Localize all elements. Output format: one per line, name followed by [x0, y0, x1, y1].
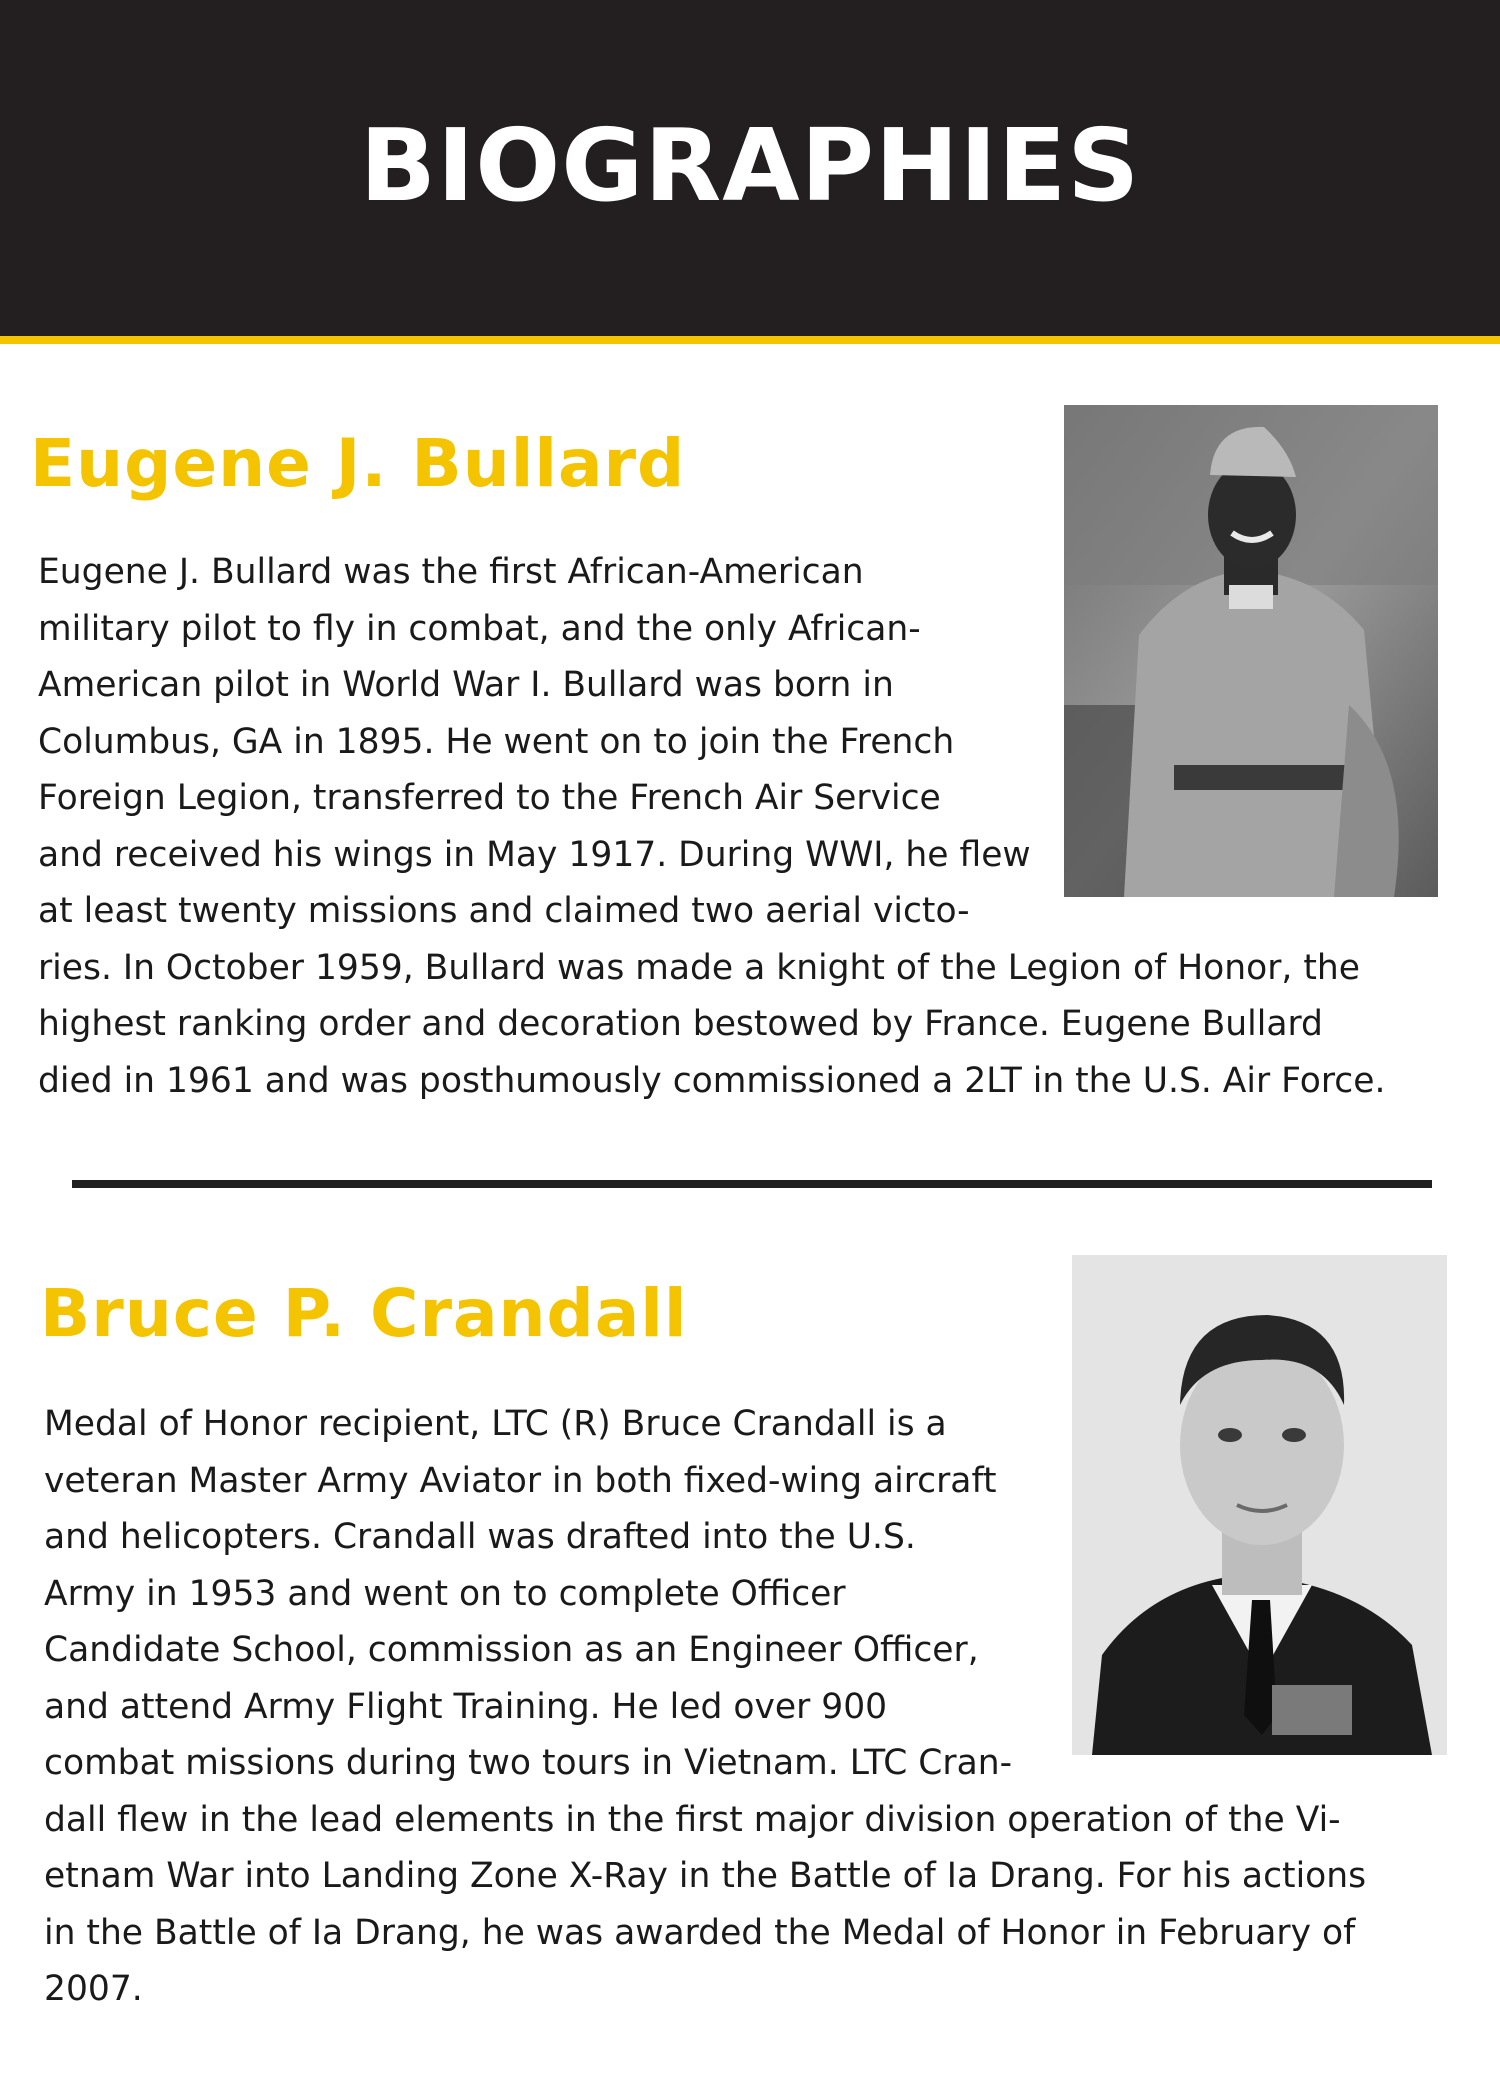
bio-line: and attend Army Flight Training. He led over 900 [44, 1686, 888, 1727]
bio-line: and received his wings in May 1917. During WWI, he flew [38, 834, 1031, 875]
bio-line: died in 1961 and was posthumously commissioned a 2LT in the U.S. Air Force. [38, 1060, 1386, 1101]
bio-line: American pilot in World War I. Bullard was born in [38, 665, 894, 705]
bio-line: veteran Master Army Aviator in both fixed-wing aircraft [44, 1460, 997, 1501]
bio-line: 2007. [44, 1969, 143, 2009]
bio-line: Army in 1953 and went on to complete Officer [44, 1573, 846, 1614]
page-title: BIOGRAPHIES [359, 107, 1141, 224]
bio-text-bullard [38, 544, 1408, 1109]
bio-line: military pilot to fly in combat, and the only African- [38, 608, 921, 649]
bio-line: ries. In October 1959, Bullard was made a knight of the Legion of Honor, the [38, 947, 1360, 988]
bio-line: combat missions during two tours in Vietnam. LTC Cran- [44, 1743, 1013, 1783]
bio-line: Eugene J. Bullard was the first African-American [38, 552, 864, 592]
bio-text-crandall [44, 1396, 1414, 2018]
bio-line: dall flew in the lead elements in the first major division operation of the Vi- [44, 1799, 1341, 1840]
section-divider [72, 1180, 1432, 1188]
bio-line: and helicopters. Crandall was drafted into the U.S. [44, 1517, 916, 1557]
bio-line: highest ranking order and decoration bestowed by France. Eugene Bullard [38, 1004, 1323, 1044]
header-accent-stripe [0, 336, 1500, 344]
bio-line: Candidate School, commission as an Engineer Officer, [44, 1630, 979, 1670]
bio-line: Foreign Legion, transferred to the French Air Service [38, 778, 941, 818]
bio-line: Medal of Honor recipient, LTC (R) Bruce Crandall is a [44, 1404, 947, 1444]
bio-line: in the Battle of Ia Drang, he was awarded the Medal of Honor in February of [44, 1912, 1356, 1953]
bio-name-bullard: Eugene J. Bullard [30, 425, 686, 502]
bio-name-crandall: Bruce P. Crandall [40, 1275, 688, 1352]
bio-line: at least twenty missions and claimed two aerial victo- [38, 891, 970, 931]
bio-line: Columbus, GA in 1895. He went on to join the French [38, 721, 955, 762]
bio-line: etnam War into Landing Zone X-Ray in the Battle of Ia Drang. For his actions [44, 1856, 1367, 1896]
